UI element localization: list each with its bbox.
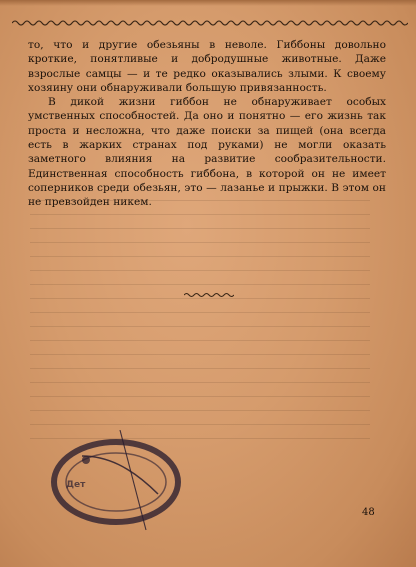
paragraph-1: то, что и другие обезьяны в неволе. Гиббоны довольно кроткие, понятливые и добродушные животные. Даже взрослые самцы — и те редко оказывались злыми. К своему хозяину они обнаруживали большую привязанность. <box>28 39 386 94</box>
paragraph-2: В дикой жизни гиббон не обнаруживает особых умственных способностей. Да оно и понятно — его жизнь так проста и несложна, что даже поиски за пищей (она всегда есть в жарких странах под руками) не могли оказать заметного влияния на развитие сообразительности. Единственная способность гиббона, в которой он не имеет соперников среди обезьян, это — лазанье и прыжки. В этом он не превзойден никем. <box>28 96 386 209</box>
page-top-edge <box>0 0 416 6</box>
stamp-text: Дет <box>66 480 86 490</box>
section-wavy-rule <box>184 292 234 298</box>
body-text <box>28 38 386 210</box>
bleed-through-texture <box>30 200 370 460</box>
top-wavy-rule <box>12 18 408 28</box>
page-number: 48 <box>362 507 375 518</box>
library-stamp <box>46 430 186 534</box>
